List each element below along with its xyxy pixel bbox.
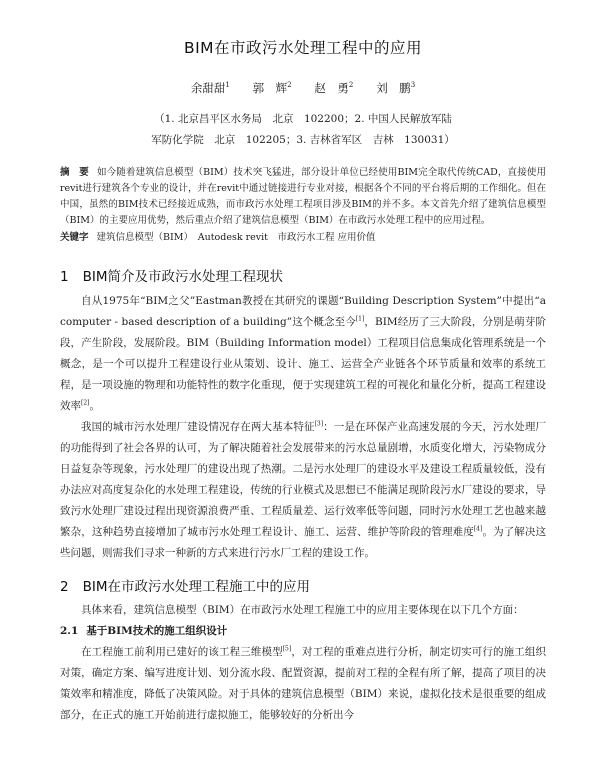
citation: [4] xyxy=(473,525,483,533)
section-1-heading: 1 BIM简介及市政污水处理工程现状 xyxy=(60,269,283,285)
abstract-label: 摘 要 xyxy=(60,167,89,178)
section-2-1-paragraph: 在工程施工前利用已建好的该工程三维模型[5]，对工程的重难点进行分析，制定切实可行的施工组织对策，确定方案、编写进度计划、划分流水段、配置资源，提前对工程的全程有所了解，提高了项目的决策效率和精准度，降低了决策风险。对于具体的建筑信息模型（BIM）来说，虚拟化技术是很重要的组成部分，在正式的施工开始前进行虚拟施工，能够较好的分析出今 xyxy=(60,645,547,721)
subsection-2-1-heading: 2.1 基于BIM技术的施工组织设计 xyxy=(60,625,228,637)
keywords-text: 建筑信息模型（BIM） Autodesk revit 市政污水工程 应用价值 xyxy=(96,232,376,243)
affiliations xyxy=(60,109,546,151)
author: 赵 勇$^2$ xyxy=(314,81,354,95)
section-1-paragraph: 自从1975年“BIM之父”Eastman教授在其研究的课题“Building Description System”中提出“a computer - based description of a building”这个概念至今[1]，BIM经历了三大阶段，分别是萌芽阶段，产生阶段，发展阶段。BIM（Building Information model）工程项目信息集成化管理系统是一个概念，是一个可以提升工程建设行业从策划、设计、施工、运营全产业链各个环节质量和效率的系统工程，是一项设施的物理和功能特性的数字化重现，便于实现建筑工程的可视化和量化分析，提高工程建设效率[2]。 xyxy=(60,295,546,412)
author: 余甜甜$^1$ xyxy=(190,81,230,95)
abstract xyxy=(60,165,546,229)
author: 郭 辉$^2$ xyxy=(252,81,292,95)
author-line xyxy=(60,80,546,96)
affiliation-line: （1. 北京昌平区水务局 北京 102200；2. 中国人民解放军陆 xyxy=(154,113,452,125)
keywords xyxy=(60,230,546,246)
author: 刘 鹏$^3$ xyxy=(376,81,416,95)
citation: [2] xyxy=(81,399,90,407)
section-2-paragraph: 具体来看，建筑信息模型（BIM）在市政污水处理工程施工中的应用主要体现在以下几个方面： xyxy=(81,604,524,616)
section-2-heading: 2 BIM在市政污水处理工程施工中的应用 xyxy=(60,579,310,595)
section-1-paragraph: 我国的城市污水处理厂建设情况存在两大基本特征[3]：一是在环保产业高速发展的今天，污水处理厂的功能得到了社会各界的认可，为了解决随着社会发展带来的污水总量剧增，水质变化增大，污染物成分日益复杂等现象，污水处理厂的建设出现了热潮。二是污水处理厂的建设水平及建设工程质量较低，没有办法应对高度复杂化的水处理工程建设，传统的行业模式及思想已不能满足现阶段污水厂建设的要求，导致污水处理厂建设过程出现资源浪费严重、工程质量差、运行效率低等问题，同时污水处理工艺也越来越繁杂，这种趋势直接增加了城市污水处理工程设计、施工、运营、维护等阶段的管理难度[4]。为了解决这些问题，则需我们寻求一种新的方式来进行污水厂工程的建设工作。 xyxy=(60,420,547,559)
keywords-label: 关键字 xyxy=(60,232,89,243)
citation: [3] xyxy=(314,420,324,428)
citation: [1] xyxy=(355,315,365,323)
paper-title: BIM在市政污水处理工程中的应用 xyxy=(183,39,423,57)
abstract-text: 如今随着建筑信息模型（BIM）技术突飞猛进，部分设计单位已经使用BIM完全取代传统CAD，直接使用revit进行建筑各个专业的设计，并在revit中通过链接进行专业对接，根据各个不同的平台将后期的工作细化。但在中国，虽然的BIM技术已经接近成熟，而市政污水处理工程项目涉及BIM的并不多。本文首先介绍了建筑信息模型（BIM）的主要应用优势，然后重点介绍了建筑信息模型（BIM）在市政污水处理工程中的应用过程。 xyxy=(60,167,546,226)
affiliation-line: 军防化学院 北京 102205；3. 吉林省军区 吉林 130031） xyxy=(151,134,455,146)
citation: [5] xyxy=(282,645,292,653)
